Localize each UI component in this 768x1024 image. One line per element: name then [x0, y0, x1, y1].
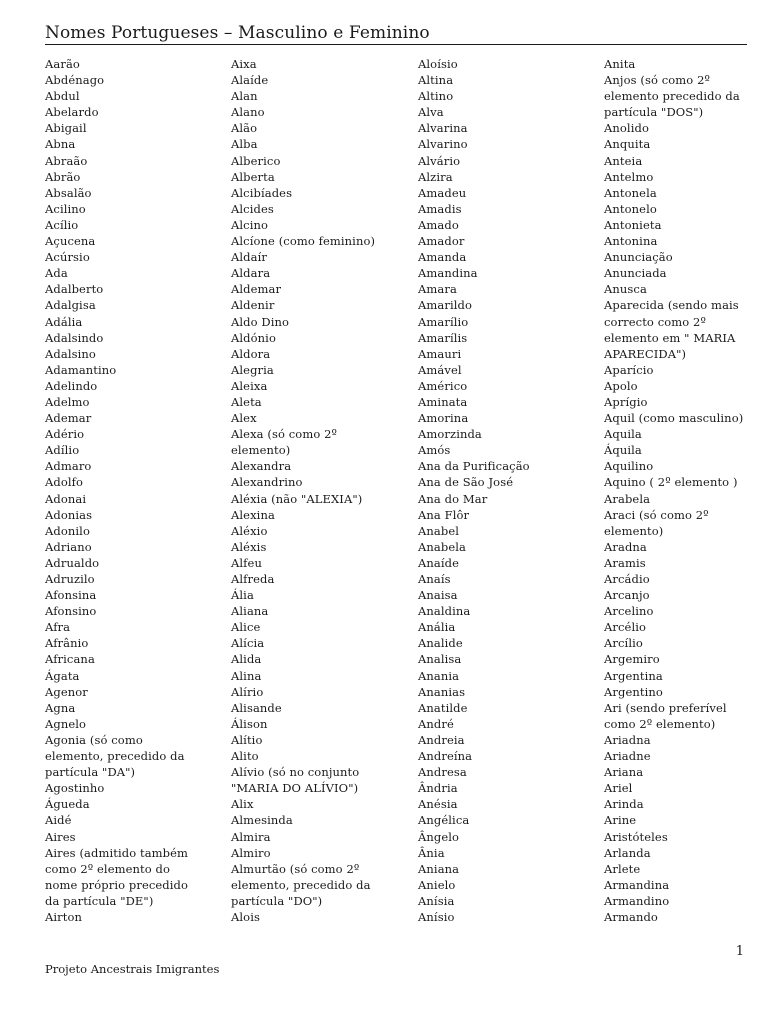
name-entry: Ananias	[418, 684, 466, 699]
name-entry: Anaisa	[418, 588, 458, 603]
name-entry: Amadis	[418, 201, 462, 216]
name-entry: Aniana	[418, 861, 460, 876]
name-entry: Amarílis	[418, 330, 468, 345]
name-entry: Anabel	[418, 523, 460, 538]
name-entry: Adonai	[45, 491, 87, 506]
name-entry: Arlete	[604, 861, 641, 876]
name-entry: Afonsino	[45, 604, 97, 619]
name-entry: Amável	[418, 362, 462, 377]
name-entry: Analide	[418, 636, 463, 651]
name-entry: Ariel	[604, 781, 633, 796]
name-entry: Aparício	[604, 362, 654, 377]
name-entry: Aquilino	[604, 459, 654, 474]
name-entry: Anteia	[604, 153, 643, 168]
name-entry: Aldenir	[231, 298, 275, 313]
name-entry: Antelmo	[604, 169, 654, 184]
name-entry: Argemiro	[604, 652, 660, 667]
name-entry: Aldo Dino	[231, 314, 290, 329]
name-entry: Almurtão (só como 2º	[231, 861, 360, 876]
name-entry: Arabela	[604, 491, 651, 506]
name-entry: Ana da Purificação	[418, 459, 530, 474]
name-entry: correcto como 2º	[604, 314, 706, 329]
name-entry: Amanda	[418, 250, 467, 265]
name-entry: Alan	[231, 89, 258, 104]
name-entry: Adruzilo	[45, 572, 95, 586]
name-entry: Amarildo	[418, 298, 473, 313]
name-entry: Arinda	[604, 797, 644, 812]
name-entry: Amarílio	[418, 314, 469, 329]
name-entry: Almesinda	[231, 813, 293, 828]
name-entry: Alvário	[418, 153, 461, 168]
name-entry: Anísio	[418, 909, 455, 924]
name-entry: Áquila	[604, 443, 642, 458]
name-entry: Anita	[604, 57, 636, 71]
name-entry: Almira	[231, 829, 271, 844]
name-entry: Adolfo	[45, 475, 84, 490]
name-entry: Anatilde	[418, 700, 468, 715]
name-entry: Aquil (como masculino)	[604, 411, 744, 426]
name-entry: Aldora	[231, 346, 271, 361]
name-entry: Alegria	[231, 362, 274, 377]
name-entry: Aprígio	[604, 394, 648, 409]
name-entry: Almiro	[231, 845, 271, 860]
name-entry: APARECIDA")	[604, 346, 687, 361]
name-entry: Alvarino	[418, 137, 468, 152]
name-entry: Absalão	[45, 185, 92, 200]
name-entry: Açucena	[45, 234, 96, 249]
name-entry: Aleta	[231, 394, 262, 409]
name-entry: elemento, precedido da	[231, 877, 371, 892]
page-title: Nomes Portugueses – Masculino e Feminino	[45, 23, 430, 43]
name-entry: Amado	[418, 217, 459, 232]
name-entry: Alcino	[231, 217, 269, 232]
name-entry: Agonia (só como	[45, 732, 143, 747]
name-entry: Adriano	[45, 539, 92, 554]
name-entry: Amara	[418, 282, 457, 297]
name-entry: Africana	[45, 652, 95, 667]
name-entry: Ângelo	[418, 829, 460, 844]
name-entry: Anusca	[604, 282, 647, 297]
name-column-4	[604, 56, 743, 925]
name-entry: Ademar	[45, 411, 92, 426]
name-entry: Anália	[418, 620, 456, 635]
name-entry: Arlanda	[604, 845, 651, 860]
name-entry: Apolo	[604, 378, 638, 393]
name-entry: Andreia	[418, 732, 465, 747]
name-entry: Amador	[418, 234, 465, 249]
name-entry: Alexina	[231, 507, 275, 522]
name-entry: Águeda	[45, 797, 90, 812]
name-entry: Adalsino	[45, 346, 96, 361]
name-entry: Aidé	[45, 813, 72, 828]
name-entry: Ana do Mar	[418, 491, 488, 506]
header-rule	[45, 44, 747, 45]
name-entry: Aldónio	[231, 330, 276, 345]
name-entry: Alice	[231, 620, 261, 635]
name-entry: Alina	[231, 668, 262, 683]
name-entry: Anaís	[418, 572, 451, 586]
name-entry: Agenor	[45, 684, 88, 699]
name-entry: Alícia	[231, 636, 265, 651]
name-entry: nome próprio precedido	[45, 877, 189, 892]
name-entry: Andreína	[418, 749, 473, 764]
name-entry: Aquino ( 2º elemento )	[604, 475, 738, 490]
name-entry: partícula "DOS")	[604, 105, 704, 120]
name-entry: Alaíde	[231, 73, 269, 88]
name-entry: Anunciação	[604, 250, 673, 265]
name-entry: partícula "DA")	[45, 765, 136, 780]
name-entry: Aléxia (não "ALEXIA")	[231, 491, 363, 506]
name-entry: Argentino	[604, 684, 663, 699]
name-entry: Anésia	[418, 797, 458, 812]
name-entry: Anabela	[418, 539, 466, 554]
name-entry: Antonieta	[604, 217, 662, 232]
name-entry: Agna	[45, 700, 76, 715]
name-entry: Analdina	[418, 604, 471, 619]
name-entry: Aldemar	[231, 282, 282, 297]
name-entry: Arcélio	[604, 620, 647, 635]
name-entry: Agostinho	[45, 781, 105, 796]
name-entry: Alito	[231, 749, 259, 764]
name-entry: Adamantino	[45, 362, 117, 377]
name-entry: Adílio	[45, 443, 80, 458]
name-entry: Alão	[231, 121, 258, 136]
name-entry: elemento, precedido da	[45, 749, 185, 764]
name-entry: elemento precedido da	[604, 89, 740, 104]
name-entry: Airton	[45, 909, 83, 924]
name-entry: Alcibíades	[231, 185, 293, 200]
name-entry: Afonsina	[45, 588, 97, 603]
name-entry: Alida	[231, 652, 262, 667]
name-entry: Ália	[231, 588, 254, 603]
name-entry: Ari (sendo preferível	[604, 700, 727, 715]
name-entry: Adério	[45, 427, 85, 442]
name-entry: Altina	[418, 73, 454, 88]
name-entry: Aldara	[231, 266, 271, 281]
name-entry: Ariadne	[604, 749, 651, 764]
name-entry: Ágata	[45, 668, 80, 683]
name-entry: Aliana	[231, 604, 269, 619]
name-entry: Abna	[45, 137, 76, 152]
name-entry: Aarão	[45, 57, 80, 71]
name-entry: Alba	[231, 137, 258, 152]
name-entry: da partícula "DE")	[45, 893, 154, 908]
name-entry: Arcelino	[604, 604, 654, 619]
name-entry: Alívio (só no conjunto	[231, 765, 360, 780]
name-entry: Alfeu	[231, 555, 262, 570]
name-entry: Abdul	[45, 89, 80, 104]
name-entry: Anísia	[418, 893, 455, 908]
name-entry: Anaíde	[418, 555, 460, 570]
name-entry: Anolido	[604, 121, 649, 136]
name-entry: Admaro	[45, 459, 92, 474]
name-entry: André	[418, 716, 454, 731]
name-entry: Adelmo	[45, 394, 90, 409]
name-entry: Adrualdo	[45, 555, 100, 570]
name-entry: Anjos (só como 2º	[604, 73, 710, 88]
name-entry: Abigail	[45, 121, 87, 136]
name-entry: Agnelo	[45, 716, 87, 731]
name-entry: elemento)	[604, 523, 664, 538]
name-entry: Anielo	[418, 877, 456, 892]
name-entry: Alcíone (como feminino)	[231, 234, 376, 249]
name-entry: Alix	[231, 797, 254, 812]
name-entry: Aloísio	[418, 57, 458, 71]
name-entry: Ana Flôr	[418, 507, 470, 522]
name-entry: Armando	[604, 909, 658, 924]
name-entry: elemento)	[231, 443, 291, 458]
name-entry: Armandino	[604, 893, 670, 908]
name-entry: Américo	[418, 378, 468, 393]
name-entry: Alex	[231, 411, 257, 426]
name-entry: Araci (só como 2º	[604, 507, 709, 522]
name-entry: Aires	[45, 829, 76, 844]
name-entry: Álison	[231, 716, 268, 731]
name-entry: Abdénago	[45, 73, 105, 88]
name-entry: Aléxio	[231, 523, 268, 538]
name-entry: Alexa (só como 2º	[231, 427, 338, 442]
name-entry: partícula "DO")	[231, 893, 323, 908]
page-number: 1	[735, 944, 744, 959]
name-entry: Alano	[231, 105, 265, 120]
name-entry: como 2º elemento)	[604, 716, 716, 731]
name-entry: Adalberto	[45, 282, 104, 297]
name-entry: Antonina	[604, 234, 658, 249]
name-entry: Abelardo	[45, 105, 99, 120]
name-entry: Antonelo	[604, 201, 657, 216]
name-column-1	[45, 56, 188, 925]
name-entry: Alvarina	[418, 121, 468, 136]
name-entry: Analisa	[418, 652, 462, 667]
name-entry: Amós	[418, 443, 451, 458]
name-entry: Alberico	[231, 153, 281, 168]
name-entry: Alfreda	[231, 572, 275, 586]
name-entry: Alzira	[418, 169, 453, 184]
name-entry: Anunciada	[604, 266, 667, 281]
name-entry: Aminata	[418, 394, 468, 409]
name-entry: Adonias	[45, 507, 93, 522]
name-entry: como 2º elemento do	[45, 861, 171, 876]
name-entry: Arcádio	[604, 572, 650, 586]
name-entry: Amauri	[418, 346, 462, 361]
name-entry: Adalgisa	[45, 298, 96, 313]
name-entry: Ânia	[418, 845, 445, 860]
name-entry: Arine	[604, 813, 637, 828]
name-entry: Aixa	[231, 57, 257, 71]
name-entry: Ariadna	[604, 732, 651, 747]
name-entry: Angélica	[418, 813, 470, 828]
name-entry: Aleixa	[231, 378, 268, 393]
name-entry: Aléxis	[231, 539, 267, 554]
name-entry: Aradna	[604, 539, 647, 554]
name-entry: Afrânio	[45, 636, 89, 651]
name-entry: Arcílio	[604, 636, 643, 651]
name-entry: Alcides	[231, 201, 274, 216]
name-entry: Adalsindo	[45, 330, 104, 345]
name-entry: Aquila	[604, 427, 642, 442]
name-entry: Alva	[418, 105, 444, 120]
name-entry: Amorzinda	[418, 427, 482, 442]
name-entry: Adonilo	[45, 523, 90, 538]
name-entry: Alítio	[231, 732, 263, 747]
name-column-2	[231, 56, 375, 925]
name-entry: Anquita	[604, 137, 651, 152]
name-entry: Afra	[45, 620, 71, 635]
name-entry: Armandina	[604, 877, 670, 892]
footer-project-name: Projeto Ancestrais Imigrantes	[45, 962, 220, 976]
name-entry: Alisande	[231, 700, 282, 715]
name-entry: "MARIA DO ALÍVIO")	[231, 781, 359, 796]
name-entry: Altino	[418, 89, 454, 104]
name-entry: Alexandrino	[231, 475, 303, 490]
name-entry: Amadeu	[418, 185, 467, 200]
name-entry: Antonela	[604, 185, 657, 200]
name-entry: Argentina	[604, 668, 663, 683]
name-entry: Aparecida (sendo mais	[604, 298, 739, 313]
name-entry: Ândria	[418, 781, 458, 796]
name-entry: Ariana	[604, 765, 644, 780]
name-entry: Adália	[45, 314, 83, 329]
name-column-3	[418, 56, 530, 925]
name-entry: Andresa	[418, 765, 467, 780]
name-entry: Acilino	[45, 201, 86, 216]
name-entry: Alberta	[231, 169, 275, 184]
name-entry: Adelindo	[45, 378, 98, 393]
name-entry: elemento em " MARIA	[604, 330, 736, 345]
name-entry: Acílio	[45, 217, 79, 232]
name-entry: Aristóteles	[604, 829, 668, 844]
name-entry: Alírio	[231, 684, 264, 699]
name-entry: Alois	[231, 909, 260, 924]
name-entry: Alexandra	[231, 459, 292, 474]
name-entry: Abraão	[45, 153, 88, 168]
name-entry: Abrão	[45, 169, 81, 184]
name-entry: Arcanjo	[604, 588, 650, 603]
name-entry: Anania	[418, 668, 460, 683]
name-entry: Aires (admitido também	[45, 845, 189, 860]
name-entry: Aldaír	[231, 250, 267, 265]
name-entry: Ana de São José	[418, 475, 514, 490]
name-entry: Aramis	[604, 555, 646, 570]
name-entry: Amorina	[418, 411, 469, 426]
name-entry: Amandina	[418, 266, 478, 281]
name-entry: Ada	[45, 266, 68, 281]
name-entry: Acúrsio	[45, 250, 90, 265]
